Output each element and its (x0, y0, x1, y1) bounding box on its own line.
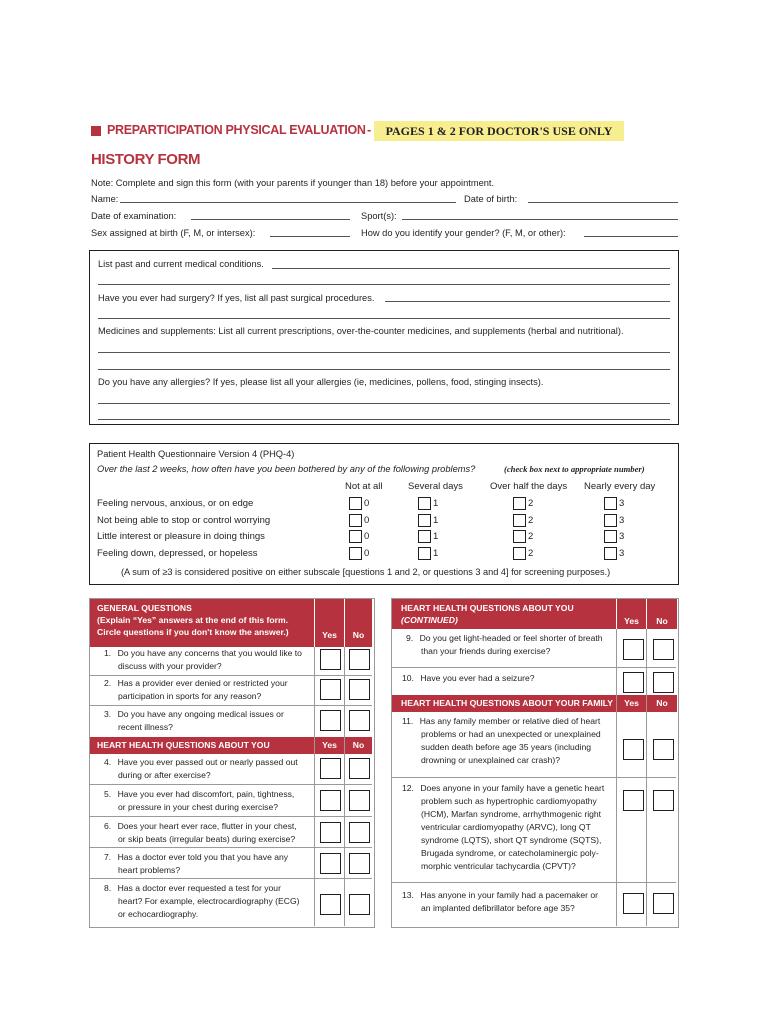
question-2-number: 2. (104, 678, 112, 688)
heart-health-header: HEART HEALTH QUESTIONS ABOUT YOU (90, 737, 314, 754)
sex-label: Sex assigned at birth (F, M, or intersex): (91, 228, 256, 238)
question-2-text-b: participation in sports for any reason? (118, 691, 262, 701)
phq4-r2-checkbox-0[interactable] (349, 514, 362, 527)
heart-no-header: No (345, 737, 372, 754)
phq4-r1-value-0: 0 (364, 498, 370, 510)
heart-continued-title: HEART HEALTH QUESTIONS ABOUT YOU (401, 603, 574, 613)
phq4-r3-value-1: 1 (433, 531, 439, 543)
family-yes-header: Yes (617, 695, 646, 712)
question-13-text-b: an implanted defibrillator before age 35? (421, 903, 575, 913)
left-row-sep-6 (90, 847, 372, 848)
question-6-yes-checkbox[interactable] (320, 822, 341, 843)
phq4-r2-value-0: 0 (364, 515, 370, 527)
question-11-no-checkbox[interactable] (653, 739, 674, 760)
phq4-r4-opt3 (604, 547, 624, 560)
phq4-r2-value-3: 3 (619, 515, 625, 527)
question-11-yes-checkbox[interactable] (623, 739, 644, 760)
phq4-options-row-1 (349, 497, 369, 510)
question-13-text-a: Has anyone in your family had a pacemaker or (420, 890, 599, 900)
phq4-r4-opt2 (513, 547, 533, 560)
dob-label: Date of birth: (464, 194, 518, 204)
question-3-no-checkbox[interactable] (349, 710, 370, 731)
question-12-text-c: (HCM), Marfan syndrome, arrhythmogenic right (421, 809, 602, 819)
question-1-text-b: discuss with your provider? (118, 661, 222, 671)
question-12 (402, 782, 616, 873)
phq4-r2-opt0 (349, 514, 369, 527)
form-title: HISTORY FORM (91, 151, 201, 168)
question-3 (104, 708, 312, 734)
phq4-r3-opt1 (418, 530, 438, 543)
left-row-sep-4 (90, 784, 372, 785)
phq4-r2-checkbox-2[interactable] (513, 514, 526, 527)
general-header-line-2: (Explain “Yes” answers at the end of this form. (97, 615, 289, 625)
phq4-r1-opt1 (418, 497, 438, 510)
phq4-r4-checkbox-1[interactable] (418, 547, 431, 560)
question-6-no-checkbox[interactable] (349, 822, 370, 843)
left-row-sep-1 (90, 675, 372, 676)
phq4-r4-opt0 (349, 547, 369, 560)
question-7-no-checkbox[interactable] (349, 853, 370, 874)
left-row-sep-7 (90, 878, 372, 879)
sex-field[interactable] (270, 236, 350, 237)
header-title: PREPARTICIPATION PHYSICAL EVALUATION (107, 123, 366, 137)
left-no-divider (344, 647, 345, 926)
doctor-use-banner: PAGES 1 & 2 FOR DOCTOR'S USE ONLY (374, 121, 624, 141)
question-8 (104, 882, 312, 921)
conditions-label: List past and current medical conditions. (98, 259, 264, 269)
question-10-yes-checkbox[interactable] (623, 672, 644, 693)
medical-history-box (89, 250, 679, 425)
phq4-r1-checkbox-0[interactable] (349, 497, 362, 510)
sports-label: Sport(s): (361, 211, 397, 221)
question-7-number: 7. (104, 852, 112, 862)
question-3-text-a: Do you have any ongoing medical issues or (117, 709, 284, 719)
question-4-text-b: during or after exercise? (118, 770, 211, 780)
medicines-label: Medicines and supplements: List all current prescriptions, over-the-counter medicines, and supplements (herbal and nutritional). (98, 326, 624, 336)
question-4 (104, 756, 312, 782)
question-13-number: 13. (402, 890, 414, 900)
question-12-yes-checkbox[interactable] (623, 790, 644, 811)
question-8-no-checkbox[interactable] (349, 894, 370, 915)
heart-yes-header: Yes (315, 737, 344, 754)
phq4-r2-value-2: 2 (528, 515, 534, 527)
header-bullet-icon (91, 126, 101, 136)
right-row-sep-11 (392, 777, 676, 778)
phq4-r2-opt2 (513, 514, 533, 527)
right-yes-header: Yes (617, 599, 646, 629)
sports-field[interactable] (402, 219, 678, 220)
question-8-number: 8. (104, 883, 112, 893)
question-1-number: 1. (104, 648, 112, 658)
right-no-header: No (647, 599, 677, 629)
question-13-yes-checkbox[interactable] (623, 893, 644, 914)
allergies-field[interactable] (98, 403, 670, 404)
question-2-text-a: Has a provider ever denied or restricted your (117, 678, 288, 688)
question-12-number: 12. (402, 783, 414, 793)
phq4-col-over-half: Over half the days (490, 481, 568, 492)
question-6-text-a: Does your heart ever race, flutter in your chest, (117, 821, 297, 831)
name-field[interactable] (120, 202, 456, 203)
conditions-field-2[interactable] (98, 284, 670, 285)
phq4-r1-checkbox-3[interactable] (604, 497, 617, 510)
question-5-text-b: or pressure in your chest during exercise? (118, 802, 279, 812)
question-12-text-d: ventricular cardiomyopathy (ARVC), long QT (421, 822, 591, 832)
question-5-text-a: Have you ever had discomfort, pain, tightness, (117, 789, 295, 799)
conditions-field[interactable] (272, 268, 670, 269)
question-3-yes-checkbox[interactable] (320, 710, 341, 731)
question-11-number: 11. (402, 716, 414, 726)
medicines-field[interactable] (98, 352, 670, 353)
general-no-header: No (345, 599, 372, 647)
question-10-no-checkbox[interactable] (653, 672, 674, 693)
phq4-r1-value-2: 2 (528, 498, 534, 510)
question-4-text-a: Have you ever passed out or nearly passed out (117, 757, 298, 767)
dob-field[interactable] (528, 202, 678, 203)
phq4-r4-value-3: 3 (619, 548, 625, 560)
phq4-r3-value-3: 3 (619, 531, 625, 543)
question-13 (402, 889, 616, 915)
phq4-row-1: Feeling nervous, anxious, or on edge (97, 498, 254, 509)
phq4-footer: (A sum of ≥3 is considered positive on either subscale [questions 1 and 2, or questions 3 and 4] for screening purposes.) (121, 567, 611, 577)
question-5-yes-checkbox[interactable] (320, 790, 341, 811)
question-12-no-checkbox[interactable] (653, 790, 674, 811)
question-12-text-b: problem such as hypertrophic cardiomyopathy (421, 796, 597, 806)
phq4-instruction: (check box next to appropriate number) (504, 464, 645, 474)
phq4-r2-value-1: 1 (433, 515, 439, 527)
phq4-question: Over the last 2 weeks, how often have you been bothered by any of the following problems? (97, 464, 476, 474)
question-11-text-d: drowning or unexplained car crash)? (421, 755, 561, 765)
question-9-no-checkbox[interactable] (653, 639, 674, 660)
question-9-yes-checkbox[interactable] (623, 639, 644, 660)
allergies-field-2[interactable] (98, 419, 670, 420)
surgery-field-2[interactable] (98, 318, 670, 319)
left-yes-divider (314, 647, 315, 926)
exam-date-label: Date of examination: (91, 211, 177, 221)
header-separator: - (367, 123, 372, 137)
phq4-r3-checkbox-2[interactable] (513, 530, 526, 543)
heart-continued-header (392, 599, 616, 629)
question-3-text-b: recent illness? (118, 722, 173, 732)
question-9 (406, 632, 616, 658)
phq4-row-3: Little interest or pleasure in doing things (97, 531, 265, 542)
phq4-r3-opt3 (604, 530, 624, 543)
phq4-col-several-days: Several days (408, 481, 463, 492)
family-no-header: No (647, 695, 677, 712)
phq4-row-2: Not being able to stop or control worrying (97, 515, 271, 526)
question-5-no-checkbox[interactable] (349, 790, 370, 811)
phq4-r4-checkbox-3[interactable] (604, 547, 617, 560)
phq4-r4-checkbox-2[interactable] (513, 547, 526, 560)
phq4-r4-opt1 (418, 547, 438, 560)
right-row-sep-9 (392, 667, 676, 668)
question-8-text-b: heart? For example, electrocardiography (ECG) (118, 896, 300, 906)
phq4-r3-checkbox-3[interactable] (604, 530, 617, 543)
phq4-r3-opt0 (349, 530, 369, 543)
question-1-no-checkbox[interactable] (349, 649, 370, 670)
phq4-r2-checkbox-3[interactable] (604, 514, 617, 527)
general-yes-header: Yes (315, 599, 344, 647)
phq4-r4-value-2: 2 (528, 548, 534, 560)
phq4-r1-value-1: 1 (433, 498, 439, 510)
general-header-line-3: Circle questions if you don't know the answer.) (97, 627, 289, 637)
question-1-yes-checkbox[interactable] (320, 649, 341, 670)
phq4-r1-checkbox-1[interactable] (418, 497, 431, 510)
question-1-text-a: Do you have any concerns that you would like to (117, 648, 302, 658)
question-11 (402, 715, 616, 767)
phq4-r2-checkbox-1[interactable] (418, 514, 431, 527)
question-7-text-b: heart problems? (118, 865, 181, 875)
right-row-sep-12 (392, 882, 676, 883)
phq4-r3-opt2 (513, 530, 533, 543)
name-label: Name: (91, 194, 119, 204)
general-header-line-1: GENERAL QUESTIONS (97, 603, 192, 613)
question-11-text-b: problems or had an unexpected or unexplained (421, 729, 601, 739)
phq4-r1-checkbox-2[interactable] (513, 497, 526, 510)
question-10 (402, 672, 616, 685)
question-7-yes-checkbox[interactable] (320, 853, 341, 874)
intro-note: Note: Complete and sign this form (with your parents if younger than 18) before your appointment. (91, 178, 495, 188)
phq4-r1-opt2 (513, 497, 533, 510)
heart-continued-label: (CONTINUED) (401, 615, 458, 625)
gender-field[interactable] (584, 236, 678, 237)
general-questions-header (90, 599, 314, 647)
question-8-text-a: Has a doctor ever requested a test for your (117, 883, 281, 893)
phq4-r3-checkbox-1[interactable] (418, 530, 431, 543)
question-12-text-e: syndrome (LQTS), short QT syndrome (SQTS), (421, 835, 602, 845)
question-12-text-a: Does anyone in your family have a genetic heart (420, 783, 605, 793)
exam-date-field[interactable] (191, 219, 350, 220)
surgery-field[interactable] (385, 301, 670, 302)
question-5 (104, 788, 312, 814)
question-3-number: 3. (104, 709, 112, 719)
surgery-label: Have you ever had surgery? If yes, list all past surgical procedures. (98, 293, 375, 303)
phq4-title: Patient Health Questionnaire Version 4 (PHQ-4) (97, 449, 295, 459)
question-10-number: 10. (402, 673, 414, 683)
phq4-r1-opt3 (604, 497, 624, 510)
question-4-number: 4. (104, 757, 112, 767)
family-heart-header: HEART HEALTH QUESTIONS ABOUT YOUR FAMILY (392, 695, 616, 712)
left-row-sep-2 (90, 705, 372, 706)
phq4-r3-value-0: 0 (364, 531, 370, 543)
phq4-col-nearly-every-day: Nearly every day (584, 481, 656, 492)
question-6-text-b: or skip beats (irregular beats) during exercise? (118, 834, 296, 844)
phq4-r4-value-0: 0 (364, 548, 370, 560)
medicines-field-2[interactable] (98, 369, 670, 370)
question-6-number: 6. (104, 821, 112, 831)
question-6 (104, 820, 312, 846)
phq4-r1-value-3: 3 (619, 498, 625, 510)
phq4-r4-checkbox-0[interactable] (349, 547, 362, 560)
phq4-row-4: Feeling down, depressed, or hopeless (97, 548, 258, 559)
question-2 (104, 677, 312, 703)
phq4-r4-value-1: 1 (433, 548, 439, 560)
question-10-text: Have you ever had a seizure? (420, 673, 535, 683)
question-13-no-checkbox[interactable] (653, 893, 674, 914)
question-8-text-c: or echocardiography. (118, 909, 199, 919)
question-9-number: 9. (406, 633, 414, 643)
question-7 (104, 851, 312, 877)
phq4-r2-opt1 (418, 514, 438, 527)
question-4-no-checkbox[interactable] (349, 758, 370, 779)
question-12-text-f: Brugada syndrome, or catecholaminergic poly- (421, 848, 599, 858)
question-11-text-a: Has any family member or relative died of heart (419, 716, 601, 726)
left-row-sep-5 (90, 816, 372, 817)
phq4-r3-value-2: 2 (528, 531, 534, 543)
question-4-yes-checkbox[interactable] (320, 758, 341, 779)
allergies-label: Do you have any allergies? If yes, please list all your allergies (ie, medicines, pollens, food, stinging insects). (98, 377, 544, 387)
question-9-text-b: than your friends during exercise? (421, 646, 551, 656)
question-12-text-g: morphic ventricular tachycardia (CPVT)? (421, 861, 576, 871)
question-1 (104, 647, 312, 673)
question-11-text-c: sudden death before age 35 years (including (421, 742, 592, 752)
phq4-r3-checkbox-0[interactable] (349, 530, 362, 543)
gender-label: How do you identify your gender? (F, M, or other): (361, 228, 566, 238)
question-8-yes-checkbox[interactable] (320, 894, 341, 915)
question-9-text-a: Do you get light-headed or feel shorter of breath (419, 633, 603, 643)
question-2-no-checkbox[interactable] (349, 679, 370, 700)
question-7-text-a: Has a doctor ever told you that you have any (117, 852, 289, 862)
question-2-yes-checkbox[interactable] (320, 679, 341, 700)
phq4-col-not-at-all: Not at all (345, 481, 383, 492)
question-5-number: 5. (104, 789, 112, 799)
phq4-r2-opt3 (604, 514, 624, 527)
